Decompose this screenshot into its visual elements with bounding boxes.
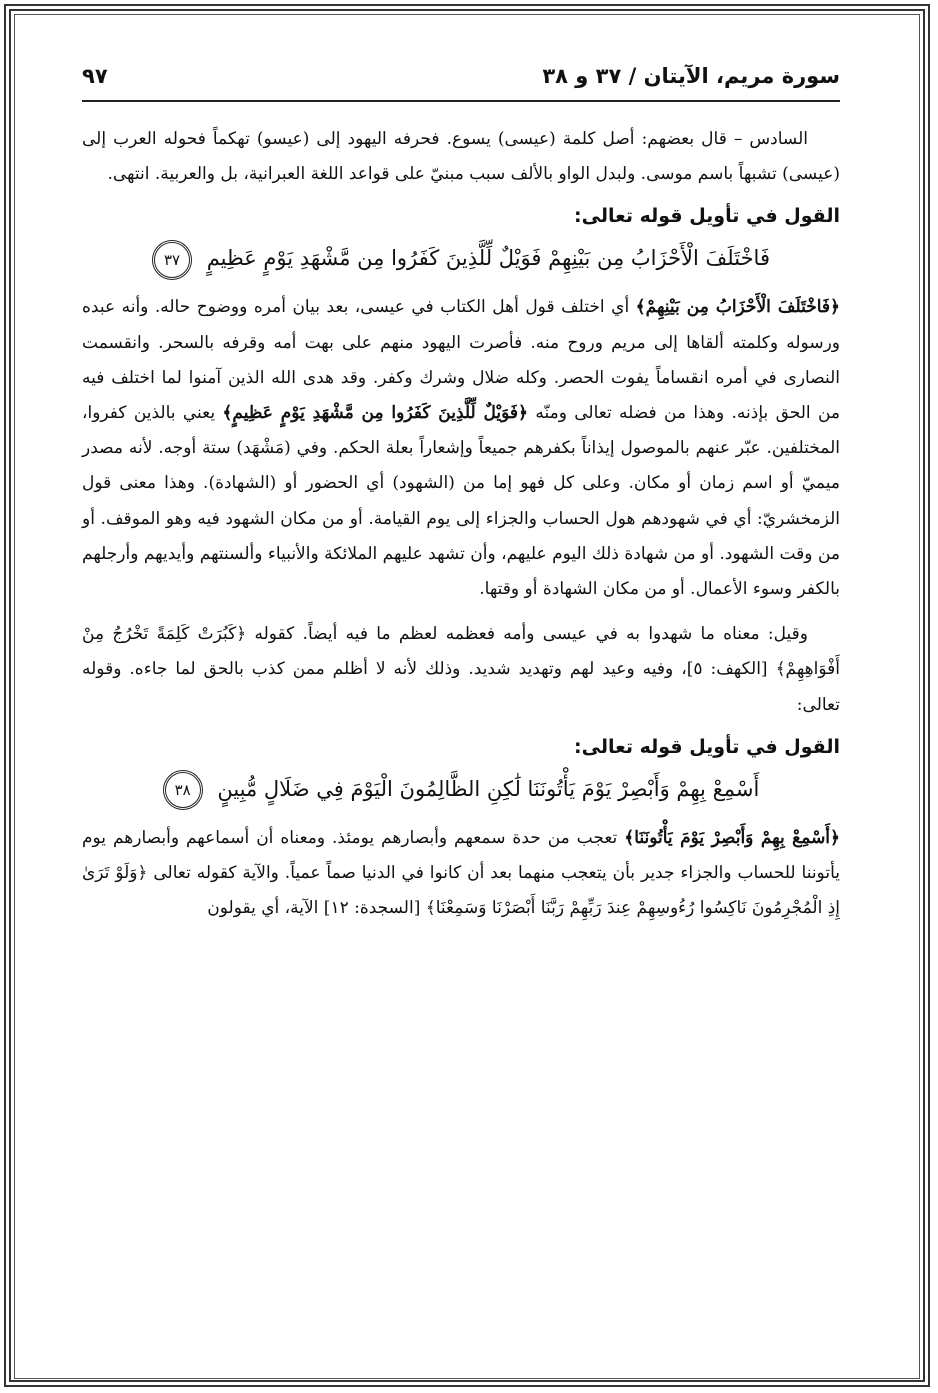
- paragraph-text: [السجدة: ١٢] الآية، أي يقولون: [207, 898, 426, 919]
- paragraph-4: [82, 821, 840, 927]
- paragraph-3: [82, 617, 840, 723]
- page-number: ٩٧: [82, 64, 108, 88]
- paragraph-text: يعني بالذين كفروا، المختلفين. عبّر عنهم بالموصول إيذاناً بكفرهم جميعاً وإشعاراً بعلة الحكم. وفي (مَشْهَد) ستة أوجه. لأنه مصدر ميميّ أو اسم زمان أو مكان. وعلى كل فهو إما من (الشهود) أي الحضور أو (الشهادة). وهذا معنى قول الزمخشريّ: أي في شهودهم هول الحساب والجزاء إلى يوم القيامة. أو من مكان الشهود فيه وهو الموقف. أو من وقت الشهود. أو من شهادة ذلك اليوم عليهم، وأن تشهد عليهم الملائكة والأنبياء وألسنتهم وأيديهم وأرجلهم بالكفر وسوء الأعمال. أو من مكان الشهادة أو وقتها.: [82, 403, 840, 600]
- quote-verse: ﴿فَوَيْلٌ لِّلَّذِينَ كَفَرُوا مِن مَّشْهَدِ يَوْمٍ عَظِيمٍ﴾: [222, 403, 529, 424]
- section-heading-1: القول في تأويل قوله تعالى:: [574, 205, 840, 228]
- quote-verse: ﴿فَاخْتَلَفَ الْأَحْزَابُ مِن بَيْنِهِمْ﴾: [635, 297, 840, 318]
- paragraph-text: وقيل: معناه ما شهدوا به في عيسى وأمه فعظمه لعظم ما فيه أيضاً. كقوله: [246, 624, 808, 645]
- paragraph-2: [82, 290, 840, 607]
- running-title: سورة مريم، الآيتان / ٣٧ و ٣٨: [542, 64, 840, 88]
- verse-text-38: أَسْمِعْ بِهِمْ وَأَبْصِرْ يَوْمَ يَأْتُونَنَا لَٰكِنِ الظَّالِمُونَ الْيَوْمَ فِي ضَلَالٍ مُّبِينٍ: [217, 776, 760, 801]
- ayah-number-38: ٣٨: [163, 770, 203, 810]
- quote-verse: ﴿وَلَوْ تَرَىٰ إِذِ الْمُجْرِمُونَ نَاكِسُوا رُءُوسِهِمْ عِندَ رَبِّهِمْ رَبَّنَا أَبْصَرْنَا وَسَمِعْنَا﴾: [82, 863, 840, 919]
- quote-verse: ﴿أَسْمِعْ بِهِمْ وَأَبْصِرْ يَوْمَ يَأْتُونَنَا﴾: [624, 827, 840, 848]
- paragraph-text: أي اختلف قول أهل الكتاب في عيسى، بعد بيان أمره ووضوح حاله. وأنه عبده ورسوله وكلمته ألقاها إلى مريم وروح منه. فأصرت اليهود منهم على بهت أمه وقرفه بالسحر. وانقسمت النصارى في أمره انقساماً يفوت الحصر. وكله ضلال وشرك وكفر. وقد هدى الله الذين آمنوا لما اختلف فيه من الحق بإذنه. وهذا من فضله تعالى ومنّه: [82, 297, 841, 424]
- section-heading-2: القول في تأويل قوله تعالى:: [574, 735, 840, 758]
- paragraph-text: تعجب من حدة سمعهم وأبصارهم يومئذ. ومعناه أن أسماعهم وأبصارهم يوم يأتوننا للحساب والجزاء جدير بأن يتعجب منهما بعد أن كانوا في الدنيا صماً عمياً. والآية كقوله تعالى: [82, 827, 840, 884]
- ayah-number-37: ٣٧: [152, 240, 192, 280]
- verse-text-37: فَاخْتَلَفَ الْأَحْزَابُ مِن بَيْنِهِمْ فَوَيْلٌ لِّلَّذِينَ كَفَرُوا مِن مَّشْهَدِ يَوْمٍ عَظِيمٍ: [206, 246, 770, 271]
- page-body: [82, 122, 840, 926]
- quran-verse-37: [82, 236, 840, 280]
- quran-verse-38: [82, 767, 840, 811]
- quote-verse: ﴿كَبُرَتْ كَلِمَةً تَخْرُجُ مِنْ أَفْوَاهِهِمْ﴾: [82, 624, 840, 680]
- page-header: [82, 62, 840, 102]
- paragraph-text: [الكهف: ٥]، وفيه وعيد لهم وتهديد شديد. وذلك لأنه لا أظلم ممن كذب بالحق لما جاءه. وقوله تعالى:: [82, 659, 840, 715]
- paragraph-1: السادس – قال بعضهم: أصل كلمة (عيسى) يسوع. فحرفه اليهود إلى (عيسو) تهكماً فحوله العرب إلى (عيسى) تشبهاً باسم موسى. ولبدل الواو بالألف سبب مبنيّ على قواعد اللغة العبرانية، بل والعربية. انتهى.: [82, 129, 840, 185]
